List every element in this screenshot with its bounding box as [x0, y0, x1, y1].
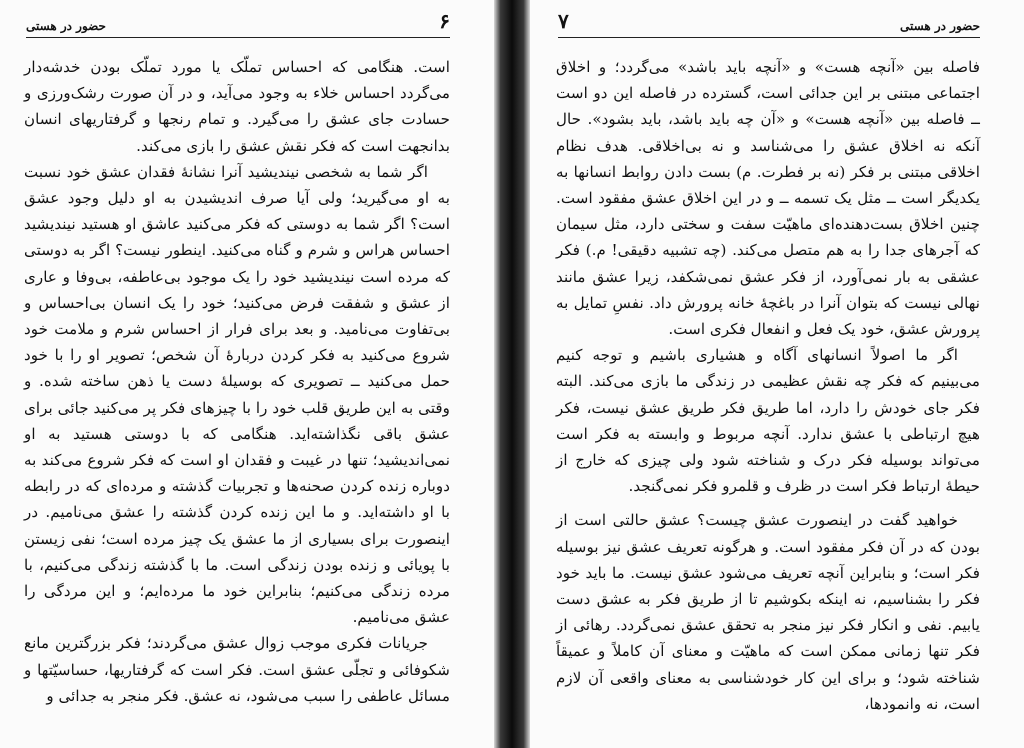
paragraph: خواهید گفت در اینصورت عشق چیست؟ عشق حالتی است از بودن که در آن فکر مفقود است. و هرگونه تعریف عشق نیز بوسیله فکر است؛ و بنابراین آنچه تعریف می‌شود عشق نیست. ما باید خود فکر را بشناسیم، نه اینکه بکوشیم تا از طریق فکر به عشق دست یابیم. نفی و انکار فکر نیز منجر به تحقق عشق نمی‌گردد. رهائی از فکر تنها زمانی ممکن است که ماهیّت و معنای آن کاملاً و عمیقاً شناخته شود؛ و برای این کار خودشناسی به معنای واقعی آن لازم است، نه وانمودها،: [556, 511, 980, 713]
book-gutter: [494, 0, 530, 748]
paragraph: فاصله بین «آنچه هست» و «آنچه باید باشد» می‌گردد؛ و اخلاق اجتماعی مبتنی بر این جدائی است، گسترده در فاصله این دو است ــ فاصله بین «آنچه هست» و «آن چه باید باشد، باید بشود». حال آنکه نه اخلاق عشق را می‌شناسد و نه بی‌اخلاقی. هدف نظام اخلاقی مبتنی بر فکر (نه بر فطرت. م) بست دادن روابط انسانها به یکدیگر است ــ مثل یک تسمه ــ و در این اخلاق عشق مفقود است. چنین اخلاق بست‌دهنده‌ای ماهیّت سفت و سختی دارد، مثل سیمان که آجرهای جدا را به هم متصل می‌کند. (چه تشبیه دقیقی! م.) فکر عشقی به بار نمی‌آورد، از فکر عشق نمی‌شکفد، زیرا عشق مانند نهالی نیست که بتوان آنرا در باغچهٔ خانه پرورش داد. نفسِ تمایل به پرورش عشق، خود یک فعل و انفعال فکری است.: [556, 58, 980, 339]
running-title: حضور در هستی: [26, 19, 106, 33]
running-title: حضور در هستی: [900, 19, 980, 33]
left-page: [0, 0, 494, 748]
paragraph: اگر ما اصولاً انسانهای آگاه و هشیاری باشیم و توجه کنیم می‌بینیم که فکر چه نقش عظیمی در زندگی ما بازی می‌کند. البته فکر جای خودش را دارد، اما طریق فکر طریق عشق نیست، فکر هیچ ارتباطی با عشق ندارد. آنچه مربوط و وابسته به فکر است می‌تواند بوسیله فکر درک و شناخته شود ولی چیزی که خارج از حیطهٔ ارتباط فکر است در ظرف و قلمرو فکر نمی‌گنجد.: [556, 346, 980, 496]
paragraph: است. هنگامی که احساس تملّک یا مورد تملّک بودن خدشه‌دار می‌گردد احساس خلاء به وجود می‌آید، و در آن صورت رشک‌ورزی و حسادت جای عشق را می‌گیرد. و تمام رنجها و گرفتاریهای انسان بدانجهت است که فکر نقش عشق را بازی می‌کند.: [24, 58, 450, 155]
page-number: ۶: [439, 9, 450, 33]
paragraph: جریانات فکری موجب زوال عشق می‌گردند؛ فکر بزرگترین مانع شکوفائی و تجلّی عشق است. فکر است که گرفتاریها، حساسیّتها و مسائل عاطفی را سبب می‌شود، نه عشق. فکر منجر به جدائی و: [24, 634, 450, 705]
page-number: ۷: [558, 9, 569, 33]
body-text: [24, 54, 450, 748]
right-page: [530, 0, 1024, 748]
page-header: [558, 10, 980, 38]
paragraph: اگر شما به شخصی نیندیشید آنرا نشانهٔ فقدان عشق خود نسبت به او می‌گیرید؛ ولی آیا صرف اندیشیدن به او دلیل وجود عشق است؟ اگر شما به دوستی که فکر می‌کنید عاشق او هستید نیندیشید احساس هراس و شرم و گناه می‌کنید. اینطور نیست؟ اگر به دوستی که مرده است نیندیشید خود را یک موجود بی‌عاطفه، بی‌وفا و عاری از عشق و شفقت فرض می‌کنید؛ خود را یک انسان بی‌احساس و بی‌تفاوت می‌نامید. و بعد برای فرار از احساس شرم و ملامت خود شروع می‌کنید به فکر کردن دربارهٔ آن شخص؛ تصویر او را با خود حمل می‌کنید ــ تصویری که بوسیلهٔ دست یا ذهن ساخته شده. و وقتی به این طریق قلب خود را با چیزهای فکر پر می‌کنید جائی برای عشق باقی نگذاشته‌اید. هنگامی که با دوستی هستید به او نمی‌اندیشید؛ تنها در غیبت و فقدان او است که فکر شروع می‌کند به دوباره زنده کردن صحنه‌ها و تجربیات گذشته و مرده‌ای که در رابطه با او داشته‌اید. و ما این زنده کردن گذشته را عشق می‌نامیم. در اینصورت برای بسیاری از ما عشق یک چیز مرده است؛ نفی زیستن با پویائی و زنده بودن زندگی است. ما با گذشته زندگی می‌کنیم، با مرده زندگی می‌کنیم؛ بنابراین خود ما مرده‌ایم؛ و این مردگی را عشق می‌نامیم.: [24, 162, 450, 627]
page-header: [26, 10, 450, 38]
body-text: [556, 54, 980, 748]
